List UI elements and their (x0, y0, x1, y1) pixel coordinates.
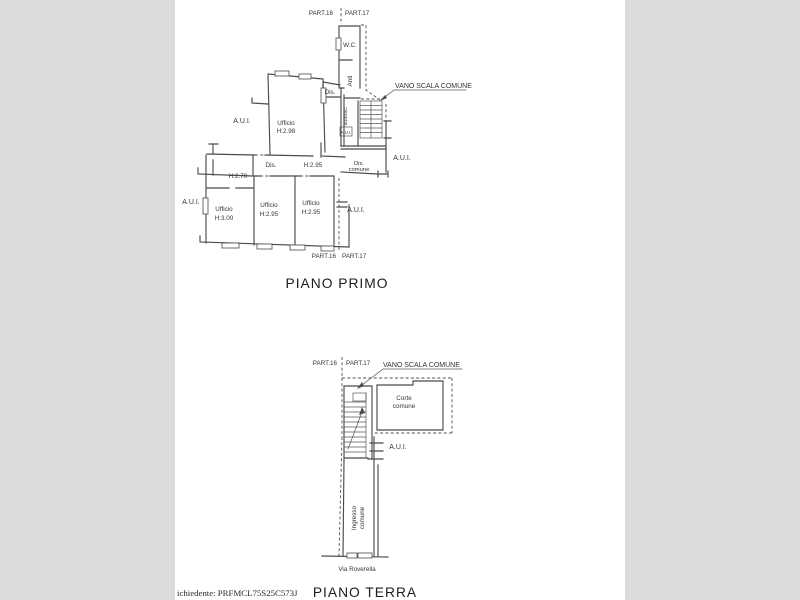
office-block-window-b2 (257, 244, 272, 249)
office-h298-window-2 (299, 74, 311, 79)
label-part16-bottom-f1: PART.16 (311, 253, 336, 260)
label-vano-scala-f0: VANO SCALA COMUNE (383, 362, 460, 369)
entrance-threshold-2 (358, 553, 372, 558)
office-block-top-walls (207, 176, 334, 188)
aui-opening-f0 (368, 437, 383, 459)
office-block-window-b1 (222, 243, 239, 248)
ground-floor-plan (313, 357, 462, 600)
caption-piano-primo: PIANO PRIMO (285, 276, 389, 291)
room-label-ufficio295b-h: H:2.95 (301, 209, 321, 216)
room-label-ufficio300-h: H:3.00 (214, 215, 234, 222)
label-part17-top-f1: PART.17 (345, 10, 370, 17)
stair-steps-f1 (360, 101, 382, 138)
label-part17-bottom-f1: PART.17 (342, 253, 367, 260)
label-aui-left-top: A.U.I. (233, 118, 251, 125)
room-label-ufficio300-name: Ufficio (215, 206, 233, 213)
room-label-ufficio295b-name: Ufficio (302, 200, 320, 207)
label-corte-2: comune (392, 403, 416, 410)
label-via-roverella: Via Roverella (338, 566, 376, 573)
tower-window (336, 38, 341, 50)
label-ingresso-1: Ingresso (351, 505, 358, 531)
label-aui-box: A.U.I. (340, 130, 352, 135)
plan-sheet (175, 0, 625, 600)
room-label-ufficio298-name: Ufficio (277, 120, 295, 127)
aui-area-stub-walls (209, 98, 268, 154)
vano-scala-leader-f1 (381, 90, 466, 100)
office-block-vertical-walls (206, 155, 349, 247)
label-part16-top-f1: PART.16 (308, 10, 333, 17)
label-corte-1: Corte (396, 395, 412, 402)
door-gap-dashes-f1 (255, 155, 310, 176)
label-wc: W.C. (343, 42, 357, 49)
label-dis-comune-1: Dis. (354, 161, 364, 167)
label-ingresso-2: comune (359, 506, 366, 530)
label-h270: H:2.70 (228, 173, 248, 180)
label-corridor-dis: Dis. (265, 162, 277, 169)
room-label-ufficio295a-name: Ufficio (260, 202, 278, 209)
stair-steps-f0 (344, 393, 366, 458)
floor-plan-drawing (175, 0, 625, 600)
stair-direction-arrowhead-f0 (359, 407, 365, 415)
label-part16-f0: PART.16 (312, 360, 337, 367)
first-floor-plan (182, 8, 472, 291)
office-block-window-b4 (321, 246, 334, 251)
label-dis-vestibule: Dis. (324, 89, 336, 96)
entrance-threshold-1 (347, 553, 357, 558)
label-aui-right-lower: A.U.I. (347, 207, 365, 214)
room-label-ufficio298-h: H:2.98 (276, 128, 296, 135)
office-h298-window-1 (275, 71, 289, 76)
office-block-window-left (203, 198, 208, 214)
label-aui-left-bottom: A.U.I. (182, 199, 200, 206)
label-aui-f0: A.U.I. (389, 444, 407, 451)
room-label-ufficio295a-h: H:2.95 (259, 211, 279, 218)
label-dis-comune-2: comune (348, 167, 370, 173)
label-corridor-h295: H:2.95 (303, 162, 323, 169)
office-block-window-b3 (290, 245, 305, 250)
label-sottosc: sottosc. (343, 106, 349, 126)
tower-dashed-outline-f1 (361, 25, 380, 100)
office-h298-walls (268, 74, 325, 154)
label-aui-right: A.U.I. (393, 155, 411, 162)
label-anti: Anti (347, 75, 354, 87)
caption-piano-terra: PIANO TERRA (312, 585, 418, 600)
stair-direction-line-f0 (348, 412, 362, 449)
stairwell-right-walls (384, 121, 391, 152)
stair-landing-f0 (353, 393, 366, 401)
footer-requester-code: ichiedente: PRFMCL75S25C573J (177, 588, 298, 598)
label-part17-f0: PART.17 (346, 360, 371, 367)
label-vano-scala-f1: VANO SCALA COMUNE (395, 83, 472, 90)
